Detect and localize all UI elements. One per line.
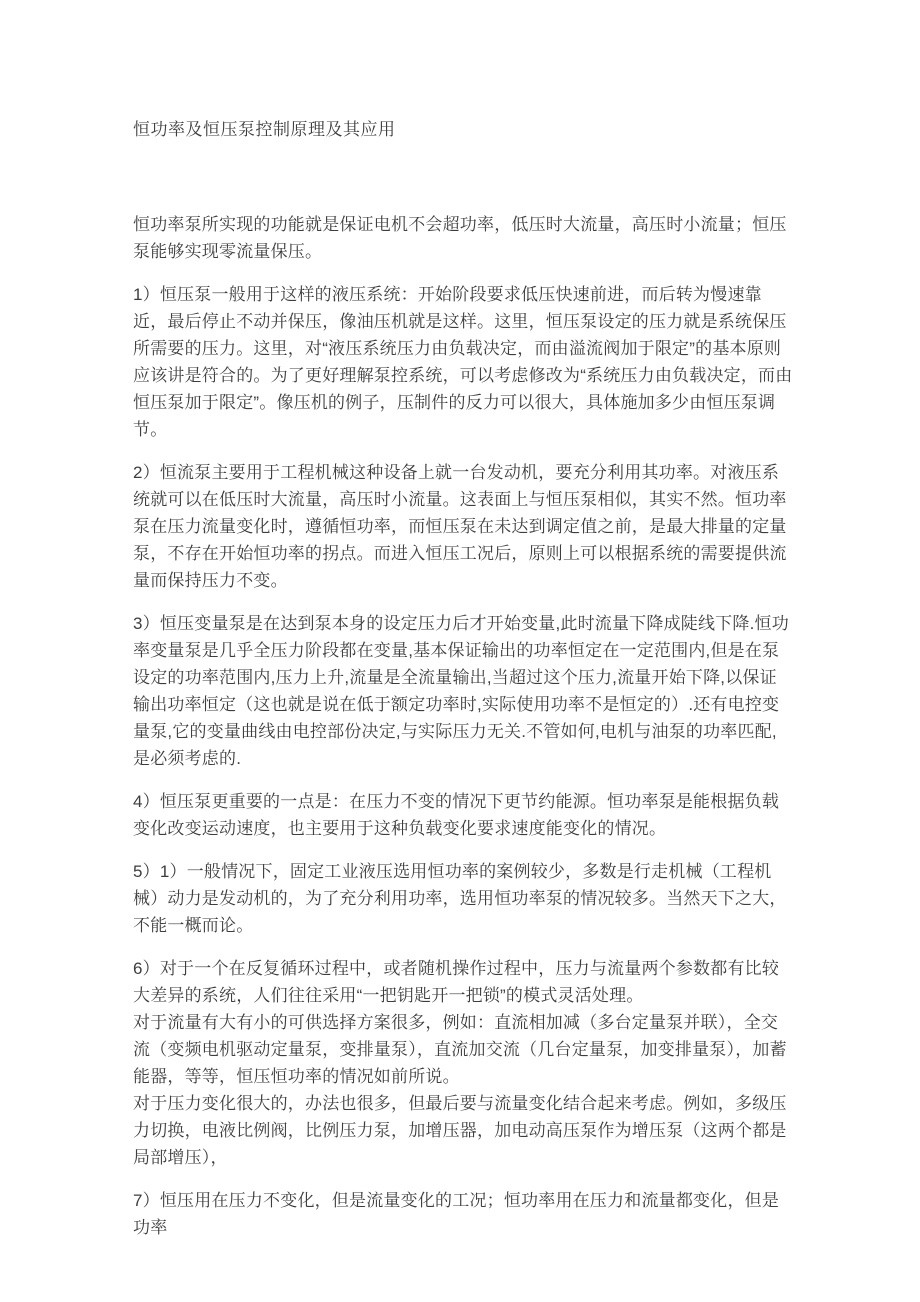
paragraph-6: 6）对于一个在反复循环过程中，或者随机操作过程中，压力与流量两个参数都有比较大差异的系统，人们往往采用“一把钥匙开一把锁”的模式灵活处理。 [133,959,780,1005]
paragraph-1: 1）恒压泵一般用于这样的液压系统：开始阶段要求低压快速前进，而后转为慢速靠近，最后停止不动并保压，像油压机就是这样。这里，恒压泵设定的压力就是系统保压所需要的压力。这里，对“液压系统压力由负载决定，而由溢流阀加于限定”的基本原则应该讲是符合的。为了更好理解泵控系统，可以考虑修改为“系统压力由负载决定，而由恒压泵加于限定”。像压机的例子，压制件的反力可以很大，具体施加多少由恒压泵调节。 [133,285,793,439]
page-title: 恒功率及恒压泵控制原理及其应用 [133,120,396,139]
paragraph-6-flow-options: 对于流量有大有小的可供选择方案很多，例如：直流相加减（多台定量泵并联），全交流（变频电机驱动定量泵，变排量泵），直流加交流（几台定量泵，加变排量泵），加蓄能器，等等，恒压恒功率的情况如前所说。 [133,1013,787,1086]
paragraph-6-pressure-options: 对于压力变化很大的，办法也很多，但最后要与流量变化结合起来考虑。例如，多级压力切换，电液比例阀，比例压力泵，加增压器，加电动高压泵作为增压泵（这两个都是局部增压）， [133,1094,787,1167]
intro-paragraph: 恒功率泵所实现的功能就是保证电机不会超功率，低压时大流量，高压时小流量；恒压泵能够实现零流量保压。 [133,215,787,261]
paragraph-5: 5）1）一般情况下，固定工业液压选用恒功率的案例较少，多数是行走机械（工程机械）动力是发动机的，为了充分利用功率，选用恒功率泵的情况较多。当然天下之大，不能一概而论。 [133,862,787,935]
paragraph-2: 2）恒流泵主要用于工程机械这种设备上就一台发动机，要充分利用其功率。对液压系统就可以在低压时大流量，高压时小流量。这表面上与恒压泵相似，其实不然。恒功率泵在压力流量变化时，遵循恒功率，而恒压泵在未达到调定值之前，是最大排量的定量泵，不存在开始恒功率的拐点。而进入恒压工况后，原则上可以根据系统的需要提供流量而保持压力不变。 [133,463,787,590]
paragraph-7: 7）恒压用在压力不变化，但是流量变化的工况；恒功率用在压力和流量都变化，但是功率 [133,1191,780,1237]
paragraph-3: 3）恒压变量泵是在达到泵本身的设定压力后才开始变量,此时流量下降成陡线下降.恒功率变量泵是几乎全压力阶段都在变量,基本保证输出的功率恒定在一定范围内,但是在泵设定的功率范围内,压力上升,流量是全流量输出,当超过这个压力,流量开始下降,以保证输出功率恒定（这也就是说在低于额定功率时,实际使用功率不是恒定的）.还有电控变量泵,它的变量曲线由电控部份决定,与实际压力无关.不管如何,电机与油泵的功率匹配,是必须考虑的. [133,614,789,768]
paragraph-4: 4）恒压泵更重要的一点是：在压力不变的情况下更节约能源。恒功率泵是能根据负载变化改变运动速度，也主要用于这种负载变化要求速度能变化的情况。 [133,792,780,838]
